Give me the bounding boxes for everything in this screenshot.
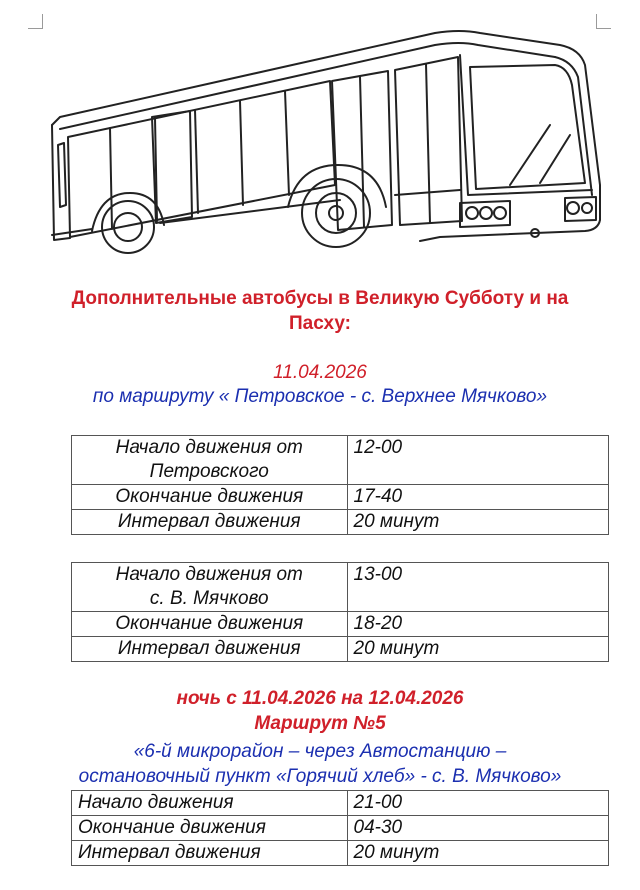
interval-value: 20 минут bbox=[347, 841, 609, 866]
start-label-line-2: Петровского bbox=[149, 461, 269, 482]
table-row bbox=[72, 612, 609, 637]
schedule-table-myachkovo bbox=[71, 562, 609, 662]
start-time-value: 13-00 bbox=[347, 563, 609, 612]
table-cell-label bbox=[72, 563, 348, 612]
end-time-value: 18-20 bbox=[347, 612, 609, 637]
route-description-line-1: «6-й микрорайон – через Автостанцию – bbox=[133, 741, 507, 762]
end-label: Окончание движения bbox=[72, 816, 348, 841]
end-time-value: 17-40 bbox=[347, 485, 609, 510]
interval-label: Интервал движения bbox=[72, 510, 348, 535]
start-label-line-1: Начало движения от bbox=[115, 564, 303, 585]
bus-illustration bbox=[40, 25, 610, 265]
start-label-line-2: с. В. Мячково bbox=[149, 588, 269, 609]
interval-label: Интервал движения bbox=[72, 637, 348, 662]
table-row bbox=[72, 436, 609, 485]
route-label: по маршруту « Петровское - с. Верхнее Мячково» bbox=[92, 386, 548, 407]
start-label: Начало движения bbox=[72, 791, 348, 816]
table-row bbox=[72, 637, 609, 662]
table-cell-label bbox=[72, 436, 348, 485]
interval-value: 20 минут bbox=[347, 510, 609, 535]
schedule-table-petrovskoe bbox=[71, 435, 609, 535]
table-row bbox=[72, 791, 609, 816]
route-description-line-2: остановочный пункт «Горячий хлеб» - с. В. Мячково» bbox=[78, 766, 562, 787]
end-label: Окончание движения bbox=[72, 485, 348, 510]
schedule-table-night bbox=[71, 790, 609, 866]
interval-label: Интервал движения bbox=[72, 841, 348, 866]
night-date-label: ночь с 11.04.2026 на 12.04.2026 bbox=[176, 688, 464, 709]
heading-line-1: Дополнительные автобусы в Великую Субботу и на bbox=[71, 288, 569, 309]
heading-line-2: Пасху: bbox=[289, 313, 351, 334]
start-time-value: 12-00 bbox=[347, 436, 609, 485]
start-time-value: 21-00 bbox=[347, 791, 609, 816]
start-label-line-1: Начало движения от bbox=[115, 437, 303, 458]
table-row bbox=[72, 816, 609, 841]
table-row bbox=[72, 485, 609, 510]
table-row bbox=[72, 841, 609, 866]
table-row bbox=[72, 510, 609, 535]
date-label: 11.04.2026 bbox=[273, 362, 367, 383]
route-number-label: Маршрут №5 bbox=[254, 713, 386, 734]
table-row bbox=[72, 563, 609, 612]
end-time-value: 04-30 bbox=[347, 816, 609, 841]
end-label: Окончание движения bbox=[72, 612, 348, 637]
interval-value: 20 минут bbox=[347, 637, 609, 662]
